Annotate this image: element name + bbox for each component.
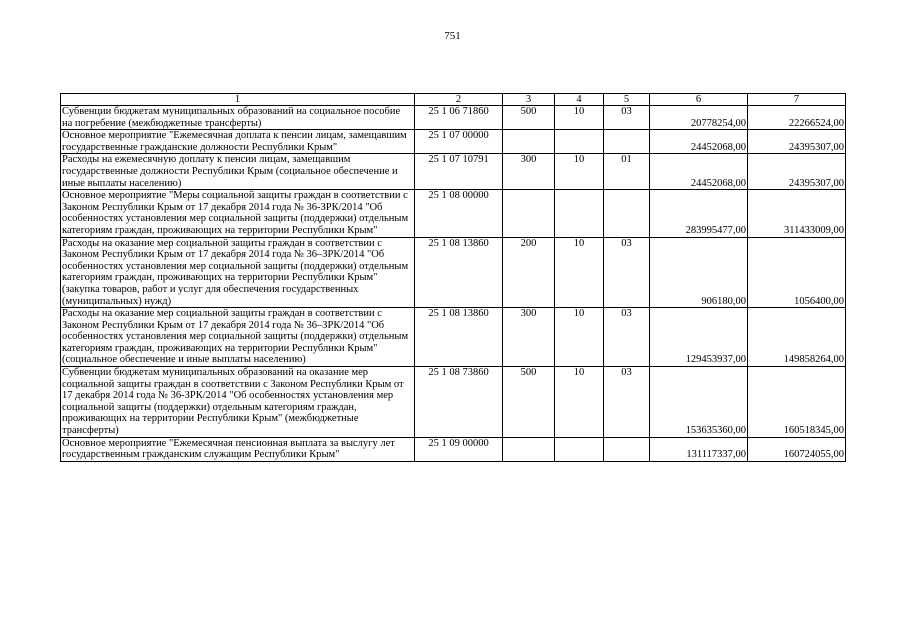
table-row	[61, 106, 846, 130]
target-article-code: 25 1 08 13860	[415, 308, 503, 367]
subsection-code: 03	[604, 237, 650, 308]
amount-year-2: 24395307,00	[748, 130, 846, 154]
table-row	[61, 237, 846, 308]
amount-year-2: 160724055,00	[748, 437, 846, 461]
expense-type-code	[503, 130, 555, 154]
page-number: 751	[444, 30, 461, 42]
expense-type-code: 300	[503, 308, 555, 367]
target-article-code: 25 1 08 73860	[415, 367, 503, 438]
amount-year-2: 149858264,00	[748, 308, 846, 367]
target-article-code: 25 1 08 13860	[415, 237, 503, 308]
section-code: 10	[555, 367, 604, 438]
table-row	[61, 154, 846, 190]
table-row	[61, 190, 846, 237]
amount-year-1: 906180,00	[650, 237, 748, 308]
amount-year-2: 22266524,00	[748, 106, 846, 130]
row-description: Расходы на оказание мер социальной защиты граждан в соответствии с Законом Республики Крым от 17 декабря 2014 года № 36–ЗРК/2014 "Об особенностях установления мер социальной защиты (поддержки) отдельным категориям граждан, проживающих на территории Республики Крым" (социальное обеспечение и иные выплаты населению)	[61, 308, 415, 367]
subsection-code	[604, 190, 650, 237]
target-article-code: 25 1 08 00000	[415, 190, 503, 237]
amount-year-1: 24452068,00	[650, 130, 748, 154]
amount-year-1: 24452068,00	[650, 154, 748, 190]
amount-year-2: 1056400,00	[748, 237, 846, 308]
expense-type-code	[503, 190, 555, 237]
expense-type-code: 500	[503, 106, 555, 130]
section-code	[555, 437, 604, 461]
column-header: 1	[61, 94, 415, 106]
expense-type-code: 300	[503, 154, 555, 190]
subsection-code: 01	[604, 154, 650, 190]
column-header: 3	[503, 94, 555, 106]
table-header-row	[61, 94, 846, 106]
section-code: 10	[555, 308, 604, 367]
target-article-code: 25 1 06 71860	[415, 106, 503, 130]
section-code	[555, 190, 604, 237]
table-row	[61, 308, 846, 367]
section-code	[555, 130, 604, 154]
amount-year-1: 131117337,00	[650, 437, 748, 461]
amount-year-2: 311433009,00	[748, 190, 846, 237]
amount-year-1: 153635360,00	[650, 367, 748, 438]
amount-year-2: 160518345,00	[748, 367, 846, 438]
column-header: 4	[555, 94, 604, 106]
budget-table	[60, 93, 846, 462]
subsection-code: 03	[604, 367, 650, 438]
table-row	[61, 437, 846, 461]
row-description: Субвенции бюджетам муниципальных образований на социальное пособие на погребение (межбюджетные трансферты)	[61, 106, 415, 130]
column-header: 5	[604, 94, 650, 106]
subsection-code: 03	[604, 308, 650, 367]
subsection-code: 03	[604, 106, 650, 130]
section-code: 10	[555, 106, 604, 130]
column-header: 6	[650, 94, 748, 106]
target-article-code: 25 1 07 00000	[415, 130, 503, 154]
amount-year-1: 283995477,00	[650, 190, 748, 237]
expense-type-code: 500	[503, 367, 555, 438]
amount-year-1: 20778254,00	[650, 106, 748, 130]
row-description: Основное мероприятие "Ежемесячная доплата к пенсии лицам, замещавшим государственные гражданские должности Республики Крым"	[61, 130, 415, 154]
target-article-code: 25 1 09 00000	[415, 437, 503, 461]
row-description: Расходы на оказание мер социальной защиты граждан в соответствии с Законом Республики Крым от 17 декабря 2014 года № 36–ЗРК/2014 "Об особенностях установления мер социальной защиты (поддержки) отдельным категориям граждан, проживающих на территории Республики Крым" (закупка товаров, работ и услуг для обеспечения государственных (муниципальных) нужд)	[61, 237, 415, 308]
target-article-code: 25 1 07 10791	[415, 154, 503, 190]
amount-year-1: 129453937,00	[650, 308, 748, 367]
section-code: 10	[555, 237, 604, 308]
row-description: Расходы на ежемесячную доплату к пенсии лицам, замещавшим государственные должности Республики Крым (социальное обеспечение и иные выплаты населению)	[61, 154, 415, 190]
row-description: Основное мероприятие "Ежемесячная пенсионная выплата за выслугу лет государственным гражданским служащим Республики Крым"	[61, 437, 415, 461]
row-description: Субвенции бюджетам муниципальных образований на оказание мер социальной защиты граждан в соответствии с Законом Республики Крым от 17 декабря 2014 года № 36-ЗРК/2014 "Об особенностях установления мер социальной защиты (поддержки) отдельным категориям граждан, проживающих на территории Республики Крым" (межбюджетные трансферты)	[61, 367, 415, 438]
column-header: 7	[748, 94, 846, 106]
expense-type-code: 200	[503, 237, 555, 308]
subsection-code	[604, 437, 650, 461]
section-code: 10	[555, 154, 604, 190]
amount-year-2: 24395307,00	[748, 154, 846, 190]
table-row	[61, 130, 846, 154]
column-header: 2	[415, 94, 503, 106]
expense-type-code	[503, 437, 555, 461]
row-description: Основное мероприятие "Меры социальной защиты граждан в соответствии с Законом Республики Крым от 17 декабря 2014 года № 36-ЗРК/2014 "Об особенностях установления мер социальной защиты (поддержки) отдельным категориям граждан, проживающих на территории Республики Крым"	[61, 190, 415, 237]
subsection-code	[604, 130, 650, 154]
table-row	[61, 367, 846, 438]
